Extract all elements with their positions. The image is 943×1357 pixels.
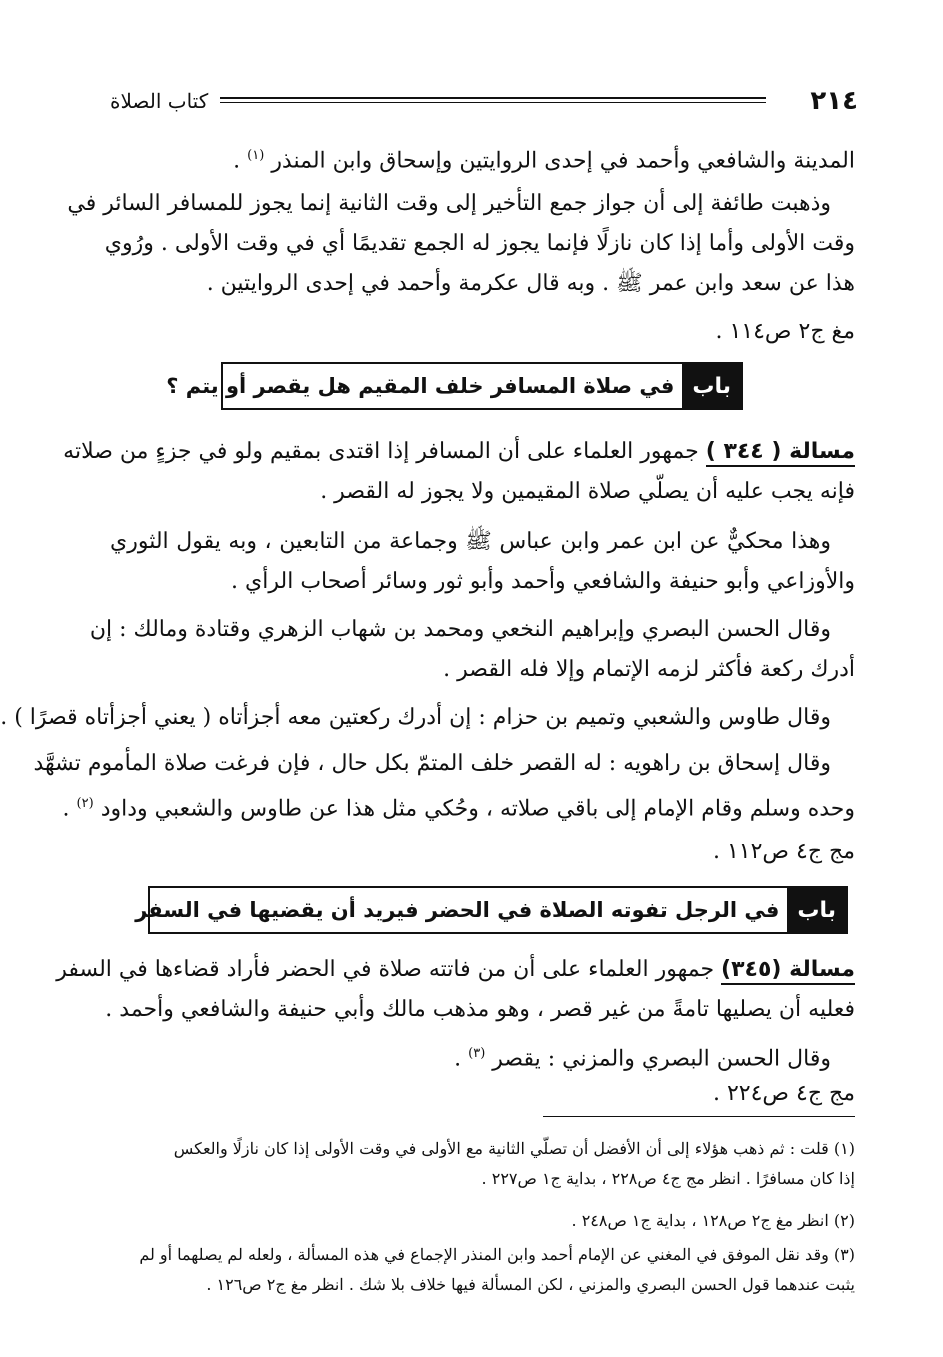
chapter-tag: باب [682, 364, 741, 408]
running-header [110, 84, 858, 120]
text-line [62, 784, 855, 829]
footnote-line: (٢) انظر مغ ج٢ ص١٢٨ ، بداية ج١ ص٢٤٨ . [571, 1211, 855, 1230]
text-segment: جمهور العلماء على أن من فاتته صلاة في الحضر فأراد قضاءها في السفر [56, 957, 715, 982]
footnote-ref[interactable]: (٣) [468, 1046, 486, 1061]
footnote-ref[interactable]: (١) [247, 148, 265, 163]
reference-line: مج ج٤ ص٢٢٤ . [712, 1081, 855, 1106]
chapter-title: في الرجل تفوته الصلاة في الحضر فيريد أن يقضيها في السفر [135, 898, 780, 922]
text-line: والأوزاعي وأبو حنيفة والشافعي وأحمد وأبو ثور وسائر أصحاب الرأي . [231, 569, 855, 594]
page-number: ٢١٤ [810, 86, 858, 116]
text-line: وقال الحسن البصري وإبراهيم النخعي ومحمد بن شهاب الزهري وقتادة ومالك : إن [89, 617, 831, 642]
text-line: فإنه يجب عليه أن يصلّي صلاة المقيمين ولا يجوز له القصر . [320, 479, 855, 504]
chapter-title: في صلاة المسافر خلف المقيم هل يقصر أو يتم ؟ [166, 374, 675, 398]
text-segment: . [233, 148, 241, 174]
reference-line: مغ ج٢ ص١١٤ . [715, 319, 855, 344]
masala-label: مسالة ( ٣٤٤ ) [706, 439, 855, 467]
text-segment: جمهور العلماء على أن المسافر إذا اقتدى بمقيم ولو في جزءٍ من صلاته [63, 439, 699, 464]
text-line: فعليه أن يصليها تامةً من غير قصر ، وهو مذهب مالك وأبي حنيفة والشافعي وأحمد . [105, 997, 855, 1022]
footnote-line: إذا كان مسافرًا . انظر مج ج٤ ص٢٢٨ ، بداية ج١ ص٢٢٧ . [481, 1169, 855, 1188]
footnote-line: (٣) وقد نقل الموفق في المغني عن الإمام أحمد وابن المنذر الإجماع في هذه المسألة ، ولعله لم يصلهما أو لم [139, 1245, 855, 1264]
chapter-heading [166, 362, 743, 410]
chapter-tag: باب [787, 888, 846, 932]
text-segment: وقال الحسن البصري والمزني : يقصر [492, 1046, 831, 1072]
text-segment: وحده وسلم وقام الإمام إلى باقي صلاته ، وحُكي مثل هذا عن طاوس والشعبي وداود [100, 796, 855, 822]
text-segment: . [454, 1046, 462, 1072]
footnote-line: يثبت عندهما قول الحسن البصري والمزني ، لكن المسألة فيها خلاف بلا شك . انظر مغ ج٢ ص١٢٦ . [206, 1275, 855, 1294]
text-line [63, 432, 855, 472]
text-line: وقت الأولى وأما إذا كان نازلًا فإنما يجوز له الجمع تقديمًا أي في وقت الأولى . ورُوي [104, 231, 855, 256]
book-title: كتاب الصلاة [110, 89, 209, 113]
text-line: وذهبت طائفة إلى أن جواز جمع التأخير إلى وقت الثانية إنما يجوز للمسافر السائر في [67, 191, 831, 216]
header-rule [220, 97, 766, 103]
chapter-heading [135, 886, 848, 934]
text-segment: . [62, 796, 70, 822]
text-line [110, 1034, 831, 1079]
footnote-ref[interactable]: (٢) [76, 796, 94, 811]
text-line: وقال إسحاق بن راهويه : له القصر خلف المتمّ بكل حال ، فإن فرغت صلاة المأموم تشهَّد [33, 751, 831, 776]
reference-line: مج ج٤ ص١١٢ . [712, 839, 855, 864]
text-line [56, 950, 855, 990]
text-line: وهذا محكيٌّ عن ابن عمر وابن عباس ﷺ وجماعة من التابعين ، وبه يقول الثوري [110, 529, 831, 554]
text-line: وقال طاوس والشعبي وتميم بن حزام : إن أدرك ركعتين معه أجزأتاه ( يعني أجزأتاه قصرًا ) . [0, 705, 831, 730]
text-line: هذا عن سعد وابن عمر ﷺ . وبه قال عكرمة وأحمد في إحدى الروايتين . [206, 271, 855, 296]
text-line: أدرك ركعة فأكثر لزمه الإتمام وإلا فله القصر . [443, 657, 855, 682]
text-segment: المدينة والشافعي وأحمد في إحدى الروايتين وإسحاق وابن المنذر [271, 148, 855, 174]
masala-label: مسالة (٣٤٥) [721, 957, 855, 985]
footnote-separator [543, 1116, 855, 1117]
text-line [110, 136, 855, 181]
footnote-line: (١) قلت : ثم ذهب هؤلاء إلى أن الأفضل أن تصلّي الثانية مع الأولى في وقت الأولى إذا كان نازلًا والعكس [173, 1139, 855, 1158]
